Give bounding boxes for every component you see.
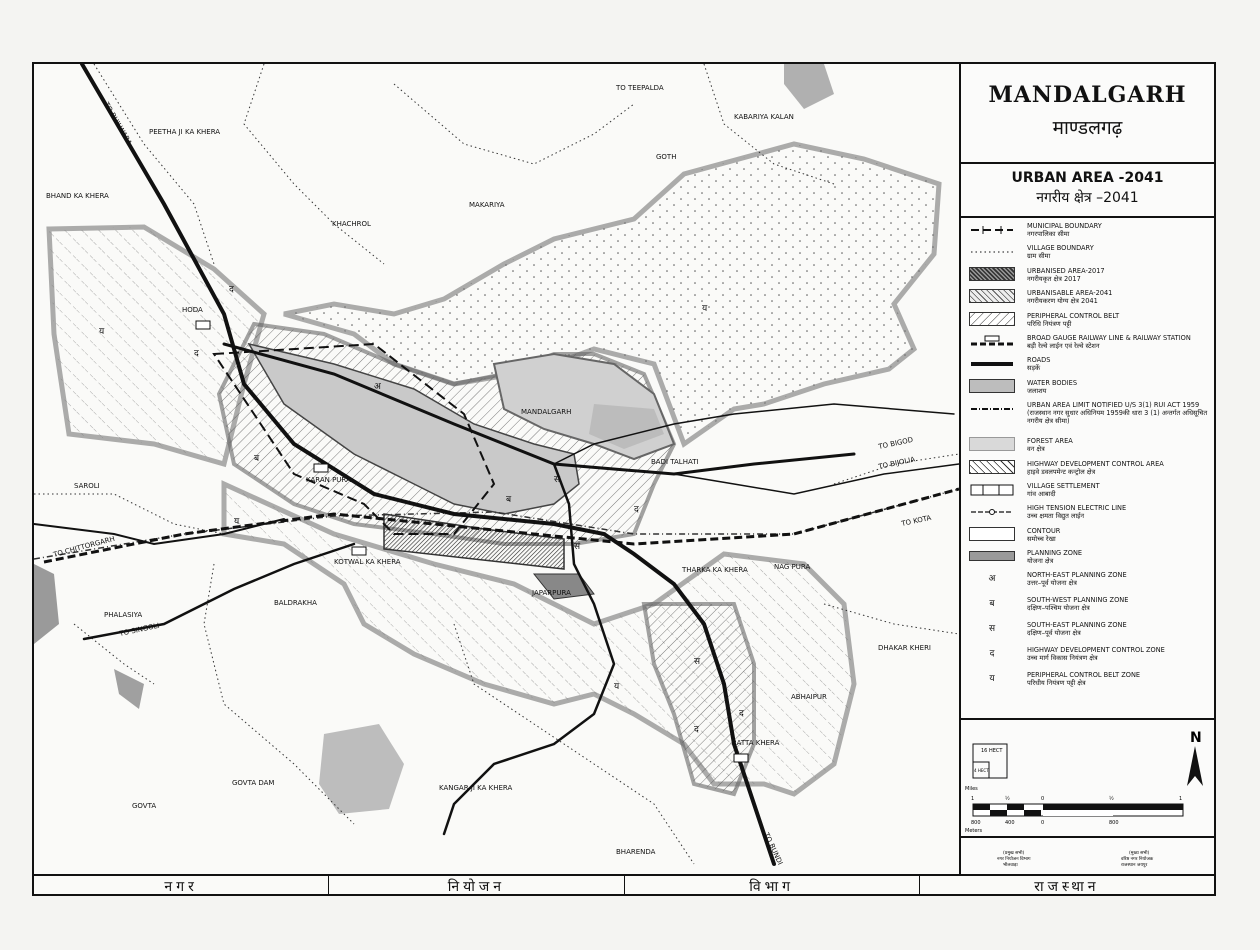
village-boundary-swatch <box>969 244 1015 258</box>
svg-text:द: द <box>694 725 699 735</box>
footer-rajasthan: राजस्थान <box>1034 878 1100 895</box>
signature-right-line3: राजस्थान जयपुर <box>1121 863 1148 868</box>
place-karanpura: KARAN PURA <box>306 476 351 484</box>
legend-label: MUNICIPAL BOUNDARY <box>1027 222 1102 230</box>
place-bharenda: BHARENDA <box>616 848 656 856</box>
svg-text:स: स <box>554 475 561 485</box>
legend-label: CONTOUR <box>1027 526 1061 535</box>
urban-area-limit-swatch <box>969 401 1015 415</box>
legend-item-highway <box>969 460 1214 482</box>
water-body-sw <box>114 669 144 709</box>
zone-label: PERIPHERAL CONTROL BELT ZONE <box>1027 671 1141 680</box>
scale-bar <box>973 804 1183 816</box>
legend-item-urbanisable <box>969 289 1214 311</box>
place-kotwal: KOTWAL KA KHERA <box>334 558 401 566</box>
zone-item-highway <box>969 646 1214 671</box>
legend-list <box>961 218 1214 696</box>
settlement-swatch <box>969 482 1015 496</box>
zone-code: अ <box>988 574 996 585</box>
map-area[interactable] <box>34 64 959 874</box>
zone-item-southwest <box>969 596 1214 621</box>
legend-label: WATER BODIES <box>1027 378 1077 387</box>
legend-label: ROADS <box>1027 356 1051 365</box>
place-bhand: BHAND KA KHERA <box>46 192 109 200</box>
scale-miles-label: Miles <box>965 786 978 792</box>
legend-label-hi: नगरीयकरण योग्य क्षेत्र 2041 <box>1027 297 1098 306</box>
railway-station-karanpura <box>314 464 328 472</box>
legend-label-hi: वन क्षेत्र <box>1027 445 1045 454</box>
legend-item-municipal <box>969 222 1214 244</box>
planning-zone-swatch <box>969 551 1015 561</box>
zone-label-hi: दक्षिण–पूर्व योजना क्षेत्र <box>1027 629 1081 638</box>
signature-left-line2: नगर नियोजन विभाग <box>997 857 1031 862</box>
legend-item-peripheral <box>969 312 1214 334</box>
zone-item-southeast <box>969 621 1214 646</box>
svg-text:द: द <box>739 709 744 719</box>
signature-right-line2: वरिष्ठ नगर नियोजक <box>1121 857 1154 862</box>
railway-station-ratta <box>734 754 748 762</box>
svg-text:ब: ब <box>254 454 260 464</box>
contour-swatch <box>969 527 1015 541</box>
legend-label: BROAD GAUGE RAILWAY LINE & RAILWAY STATION <box>1027 333 1191 342</box>
scale-tick: ½ <box>1005 796 1010 802</box>
scale-tick: 400 <box>1005 820 1015 826</box>
roads-swatch <box>969 356 1015 370</box>
urbanised-swatch <box>969 267 1015 281</box>
road-label-bhilwara: TO BHILWARA <box>102 101 134 147</box>
place-mandalgarh: MANDALGARH <box>521 408 572 416</box>
place-ratta: RATTA KHERA <box>732 739 780 747</box>
scale-north-box <box>961 718 1214 838</box>
svg-text:स: स <box>694 657 701 667</box>
place-saroli: SAROLI <box>74 482 100 490</box>
legend-label-hi: परिधि नियंत्रण पट्टी <box>1027 319 1072 328</box>
svg-text:द: द <box>194 349 199 359</box>
svg-text:द: द <box>229 285 234 295</box>
scale-tick: 0 <box>1041 796 1045 802</box>
urbanisable-swatch <box>969 289 1015 303</box>
legend-label: URBAN AREA LIMIT NOTIFIED U/S 3(1) RUI ACT 1959 <box>1027 401 1200 410</box>
legend-label-hi: बड़ी रेल्वे लाईन एवं रेल्वे स्टेशन <box>1027 341 1100 350</box>
legend-item-railway <box>969 334 1214 356</box>
legend-label-hi: नगरीयकृत क्षेत्र 2017 <box>1027 274 1081 283</box>
zone-item-northeast <box>969 571 1214 596</box>
subtitle-english: URBAN AREA -2041 <box>1011 170 1164 186</box>
legend-label-hi: नगरपालिका सीमा <box>1027 230 1070 238</box>
place-japarpura: JAPARPURA <box>532 589 571 597</box>
legend-item-urbanised <box>969 267 1214 289</box>
north-label: N <box>1190 730 1202 746</box>
zone-label: SOUTH-WEST PLANNING ZONE <box>1027 596 1129 605</box>
title-box <box>961 82 1214 164</box>
scale-tick: 800 <box>971 820 981 826</box>
footer-niyojan: नियोजन <box>447 878 506 895</box>
road-label-singoli: TO SINGOLI <box>118 621 161 638</box>
legend-label-hi: (राजस्थान नगर सुधार अधिनियम 1959की धारा 3 (1) अन्तर्गत अधिसूचित नगरीय क्षेत्र सीमा) <box>1027 409 1208 426</box>
scale-tick: ½ <box>1109 796 1114 802</box>
legend-item-village <box>969 244 1214 266</box>
legend-item-roads <box>969 356 1214 378</box>
zone-label-hi: दक्षिण–पश्चिम योजना क्षेत्र <box>1027 604 1090 613</box>
scale-tick: 1 <box>971 796 975 802</box>
svg-text:अ: अ <box>374 382 381 392</box>
road-label-bundi: TO BUNDI <box>762 831 785 867</box>
svg-text:सं: सं <box>574 542 581 552</box>
place-baldrakha: BALDRAKHA <box>274 599 317 607</box>
zone-code: स <box>988 624 996 635</box>
forest-swatch <box>969 437 1015 451</box>
water-body-north <box>784 64 834 109</box>
legend-label: URBANISED AREA-2017 <box>1027 266 1105 275</box>
legend-label: PERIPHERAL CONTROL BELT <box>1027 311 1120 320</box>
legend-label: PLANNING ZONE <box>1027 549 1083 558</box>
svg-text:य: य <box>702 304 708 314</box>
legend-item-settlement <box>969 482 1214 504</box>
place-goth: GOTH <box>656 153 677 161</box>
legend-item-planning <box>969 549 1214 571</box>
road-label-bijolia: TO BIJOLIA <box>877 455 916 471</box>
zone-code: य <box>989 674 995 685</box>
water-body-dam <box>319 724 404 814</box>
legend-label-hi: जलाशय <box>1027 386 1047 395</box>
place-phalasiya: PHALASIYA <box>104 611 143 619</box>
road-label-bigod: TO BIGOD <box>877 435 914 451</box>
svg-text:य: य <box>234 517 240 527</box>
legend-item-contour <box>969 527 1214 549</box>
scale-tick: 1 <box>1179 796 1183 802</box>
road-label-dam: GOVTA DAM <box>232 779 275 787</box>
zone-item-peripheral <box>969 671 1214 696</box>
railway-station-kotwal <box>352 547 366 555</box>
place-govta: GOVTA <box>132 802 157 810</box>
legend-label-hi: गांव आबादी <box>1027 489 1056 498</box>
legend-item-htline <box>969 504 1214 526</box>
svg-text:द: द <box>634 505 639 515</box>
zone-label: SOUTH-EAST PLANNING ZONE <box>1027 621 1127 630</box>
scale-tick: 0 <box>1041 820 1045 826</box>
place-khachrol: KHACHROL <box>332 220 371 228</box>
legend-label: VILLAGE SETTLEMENT <box>1027 481 1100 490</box>
legend-item-ual <box>969 401 1214 437</box>
zone-label: HIGHWAY DEVELOPMENT CONTROL ZONE <box>1027 646 1165 655</box>
highway-swatch <box>969 460 1015 474</box>
signature-right-line1: (मुख्य सभी) <box>1129 851 1150 856</box>
svg-text:ब: ब <box>506 495 512 505</box>
railway-swatch <box>969 334 1015 348</box>
subtitle-box <box>961 170 1214 218</box>
title-hindi: माण्डलगढ़ <box>1052 117 1123 139</box>
signature-left-line3: भीलवाड़ा <box>1003 863 1018 868</box>
scale-tick: 800 <box>1109 820 1119 826</box>
signature-left-line1: (प्रमुख सभी) <box>1003 851 1025 856</box>
place-abhaipur: ABHAIPUR <box>791 693 827 701</box>
north-arrow-icon <box>1187 746 1203 786</box>
subtitle-hindi: नगरीय क्षेत्र –2041 <box>1036 190 1139 206</box>
place-kabariya: KABARIYA KALAN <box>734 113 794 121</box>
scale-meters-label: Meters <box>965 828 983 834</box>
zone-label-hi: परिधीय नियंत्रण पट्टी क्षेत्र <box>1027 679 1086 688</box>
road-label-chittorgarh: TO CHITTORGARH <box>52 534 116 559</box>
municipal-boundary-swatch <box>969 222 1015 236</box>
grid-small-label: 4 HECT <box>974 768 989 773</box>
peripheral-swatch <box>969 312 1015 326</box>
water-swatch <box>969 379 1015 393</box>
water-body-west <box>34 564 59 644</box>
footer-nagar: नगर <box>164 878 198 895</box>
zone-code: द <box>989 649 995 660</box>
place-kangar: KANGAR JI KA KHERA <box>439 784 513 792</box>
legend-label-hi: योजना क्षेत्र <box>1027 557 1054 566</box>
legend-label: VILLAGE BOUNDARY <box>1027 244 1094 253</box>
legend-panel <box>959 64 1214 874</box>
legend-label: HIGHWAY DEVELOPMENT CONTROL AREA <box>1027 459 1164 468</box>
legend-label-hi: हाइवे डवलपमेन्ट कन्ट्रोल क्षेत्र <box>1027 467 1096 476</box>
place-pethaji: PEETHA JI KA KHERA <box>149 128 221 136</box>
signature-box <box>961 836 1214 876</box>
place-nagpura: NAG PURA <box>774 563 811 571</box>
legend-label-hi: उच्च क्षमता विद्युत लाईन <box>1027 512 1085 521</box>
place-tharka: THARKA KA KHERA <box>682 566 748 574</box>
footer-vibhag: विभाग <box>749 878 794 895</box>
railway-station-hoda <box>196 321 210 329</box>
title-english: MANDALGARH <box>988 82 1187 108</box>
place-baditalhati: BADI TALHATI <box>651 458 699 466</box>
zone-label-hi: उच्च मार्ग विकास नियंत्रण क्षेत्र <box>1027 654 1098 663</box>
place-makariya: MAKARIYA <box>469 201 505 209</box>
legend-label: HIGH TENSION ELECTRIC LINE <box>1027 504 1127 513</box>
zone-label-hi: उत्तर–पूर्व योजना क्षेत्र <box>1027 579 1077 588</box>
legend-item-water <box>969 379 1214 401</box>
grid-big-label: 16 HECT <box>981 748 1003 754</box>
legend-label-hi: ग्राम सीमा <box>1027 252 1051 261</box>
svg-text:य: य <box>99 327 105 337</box>
zone-label: NORTH-EAST PLANNING ZONE <box>1027 571 1127 580</box>
zone-code: ब <box>989 599 995 610</box>
legend-label-hi: समोच्च रेखा <box>1027 534 1056 543</box>
footer-band <box>34 874 1214 896</box>
road-label-kota: TO KOTA <box>900 513 933 528</box>
road-label-teepalda: TO TEEPALDA <box>616 84 664 92</box>
svg-text:य: य <box>614 682 620 692</box>
place-dhakar: DHAKAR KHERI <box>878 644 931 652</box>
legend-label: FOREST AREA <box>1027 437 1073 446</box>
legend-item-forest <box>969 437 1214 459</box>
place-hoda: HODA <box>182 306 203 314</box>
high-tension-swatch <box>969 504 1015 518</box>
legend-label-hi: सड़कें <box>1027 364 1041 373</box>
legend-label: URBANISABLE AREA-2041 <box>1027 289 1113 298</box>
